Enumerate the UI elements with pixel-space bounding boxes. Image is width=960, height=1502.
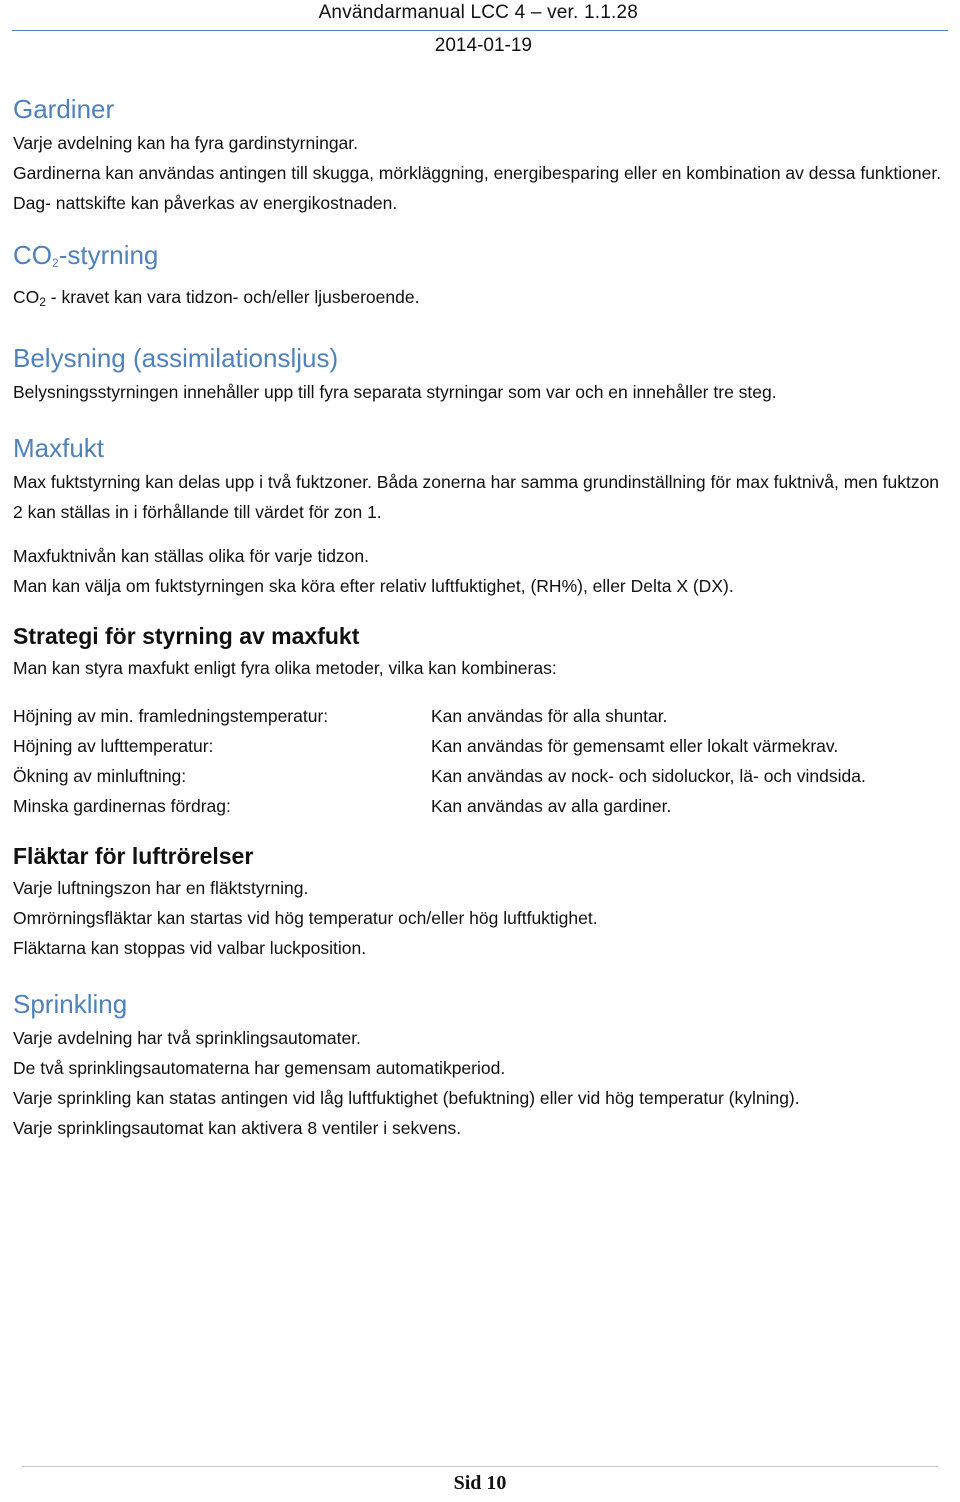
method-label: Minska gardinernas fördrag: bbox=[13, 796, 231, 816]
footer-divider bbox=[22, 1466, 938, 1467]
gardiner-line-2: Gardinerna kan användas antingen till skugga, mörkläggning, energibesparing eller en kombination av dessa funktioner. bbox=[13, 163, 942, 183]
heading-maxfukt: Maxfukt bbox=[13, 433, 105, 463]
flaktar-line-1: Varje luftningszon har en fläktstyrning. bbox=[13, 878, 309, 898]
maxfukt-line-2: Maxfuktnivån kan ställas olika för varje tidzon. bbox=[13, 546, 369, 566]
page-footer bbox=[0, 1466, 960, 1502]
heading-flaktar: Fläktar för luftrörelser bbox=[13, 843, 254, 869]
co2-text: $CO_2$ - kravet kan vara tidzon- och/eller ljusberoende. bbox=[13, 287, 420, 309]
strategi-intro: Man kan styra maxfukt enligt fyra olika metoder, vilka kan kombineras: bbox=[13, 658, 557, 678]
maxfukt-line-3: Man kan välja om fuktstyrningen ska köra efter relativ luftfuktighet, (RH%), eller Delta X (DX). bbox=[13, 576, 734, 596]
method-usage: Kan användas för alla shuntar. bbox=[431, 706, 668, 726]
page-number: Sid 10 bbox=[453, 1472, 507, 1494]
page-content bbox=[13, 90, 948, 1143]
maxfukt-paragraph-1: Max fuktstyrning kan delas upp i två fuktzoner. Båda zonerna har samma grundinställning för max fuktnivå, men fuktzon 2 kan ställas in i förhållande till värdet för zon 1. bbox=[13, 472, 940, 522]
document-date: 2014-01-19 bbox=[434, 35, 532, 56]
heading-co2-styrning: $CO_2$-styrning bbox=[13, 240, 159, 270]
heading-sprinkling: Sprinkling bbox=[13, 989, 128, 1019]
sprinkling-line-2: De två sprinklingsautomaterna har gemensam automatikperiod. bbox=[13, 1058, 506, 1078]
method-usage: Kan användas av nock- och sidoluckor, lä- och vindsida. bbox=[431, 766, 866, 786]
sprinkling-line-4: Varje sprinklingsautomat kan aktivera 8 ventiler i sekvens. bbox=[13, 1118, 462, 1138]
heading-strategi: Strategi för styrning av maxfukt bbox=[13, 623, 360, 649]
method-label: Höjning av lufttemperatur: bbox=[13, 736, 214, 756]
method-usage: Kan användas för gemensamt eller lokalt värmekrav. bbox=[431, 736, 839, 756]
method-label: Ökning av minluftning: bbox=[13, 766, 187, 786]
flaktar-line-3: Fläktarna kan stoppas vid valbar luckposition. bbox=[13, 938, 367, 958]
gardiner-line-1: Varje avdelning kan ha fyra gardinstyrningar. bbox=[13, 133, 359, 153]
method-label: Höjning av min. framledningstemperatur: bbox=[13, 706, 329, 726]
heading-belysning: Belysning (assimilationsljus) bbox=[13, 343, 339, 373]
gardiner-line-3: Dag- nattskifte kan påverkas av energikostnaden. bbox=[13, 193, 398, 213]
heading-gardiner: Gardiner bbox=[13, 94, 115, 124]
flaktar-line-2: Omrörningsfläktar kan startas vid hög temperatur och/eller hög luftfuktighet. bbox=[13, 908, 598, 928]
method-usage: Kan användas av alla gardiner. bbox=[431, 796, 672, 816]
sprinkling-line-3: Varje sprinkling kan statas antingen vid låg luftfuktighet (befuktning) eller vid hög temperatur (kylning). bbox=[13, 1088, 800, 1108]
belysning-text: Belysningsstyrningen innehåller upp till fyra separata styrningar som var och en innehåller tre steg. bbox=[13, 382, 777, 402]
document-title: Användarmanual LCC 4 – ver. 1.1.28 bbox=[318, 2, 638, 23]
header-divider bbox=[12, 30, 948, 31]
sprinkling-line-1: Varje avdelning har två sprinklingsautomater. bbox=[13, 1028, 361, 1048]
strategi-method-table bbox=[13, 701, 948, 821]
